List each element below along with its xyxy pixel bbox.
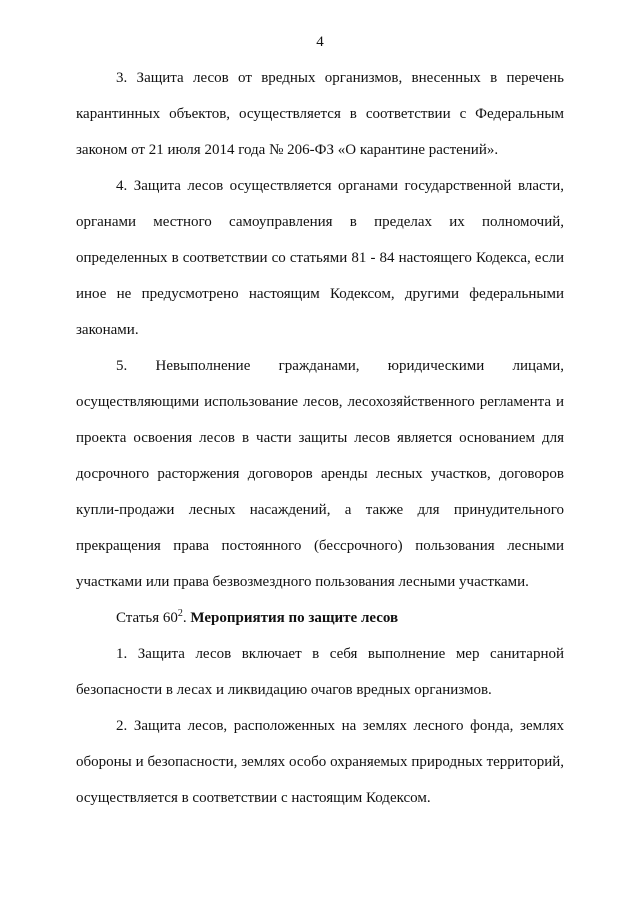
- page-number: 4: [316, 34, 324, 50]
- paragraph-5: 5. Невыполнение гражданами, юридическими лицами, осуществляющими использование лесов, лесохозяйственного регламента и проекта освоения лесов в части защиты лесов является основанием для досрочного расторжения договоров аренды лесных участков, договоров купли-продажи лесных насаждений, а также для принудительного прекращения права постоянного (бессрочного) пользования лесными участками или права безвозмездного пользования лесными участками.: [76, 358, 564, 590]
- article-paragraph-1: 1. Защита лесов включает в себя выполнение мер санитарной безопасности в лесах и ликвидацию очагов вредных организмов.: [76, 646, 564, 698]
- article-superscript: 2: [177, 608, 183, 619]
- article-heading: [76, 600, 564, 636]
- paragraph-4: 4. Защита лесов осуществляется органами государственной власти, органами местного самоуправления в пределах их полномочий, определенных в соответствии со статьями 81 - 84 настоящего Кодекса, если иное не предусмотрено настоящим Кодексом, другими федеральными законами.: [76, 178, 564, 338]
- article-title: Мероприятия по защите лесов: [190, 610, 399, 626]
- paragraph-3: 3. Защита лесов от вредных организмов, внесенных в перечень карантинных объектов, осуществляется в соответствии с Федеральным законом от 21 июля 2014 года № 206-ФЗ «О карантине растений».: [76, 70, 564, 158]
- article-separator: .: [182, 610, 191, 626]
- article-prefix: Статья 60: [116, 610, 178, 626]
- document-body: [76, 60, 564, 816]
- article-paragraph-2: 2. Защита лесов, расположенных на землях лесного фонда, землях обороны и безопасности, землях особо охраняемых природных территорий, осуществляется в соответствии с настоящим Кодексом.: [76, 718, 564, 806]
